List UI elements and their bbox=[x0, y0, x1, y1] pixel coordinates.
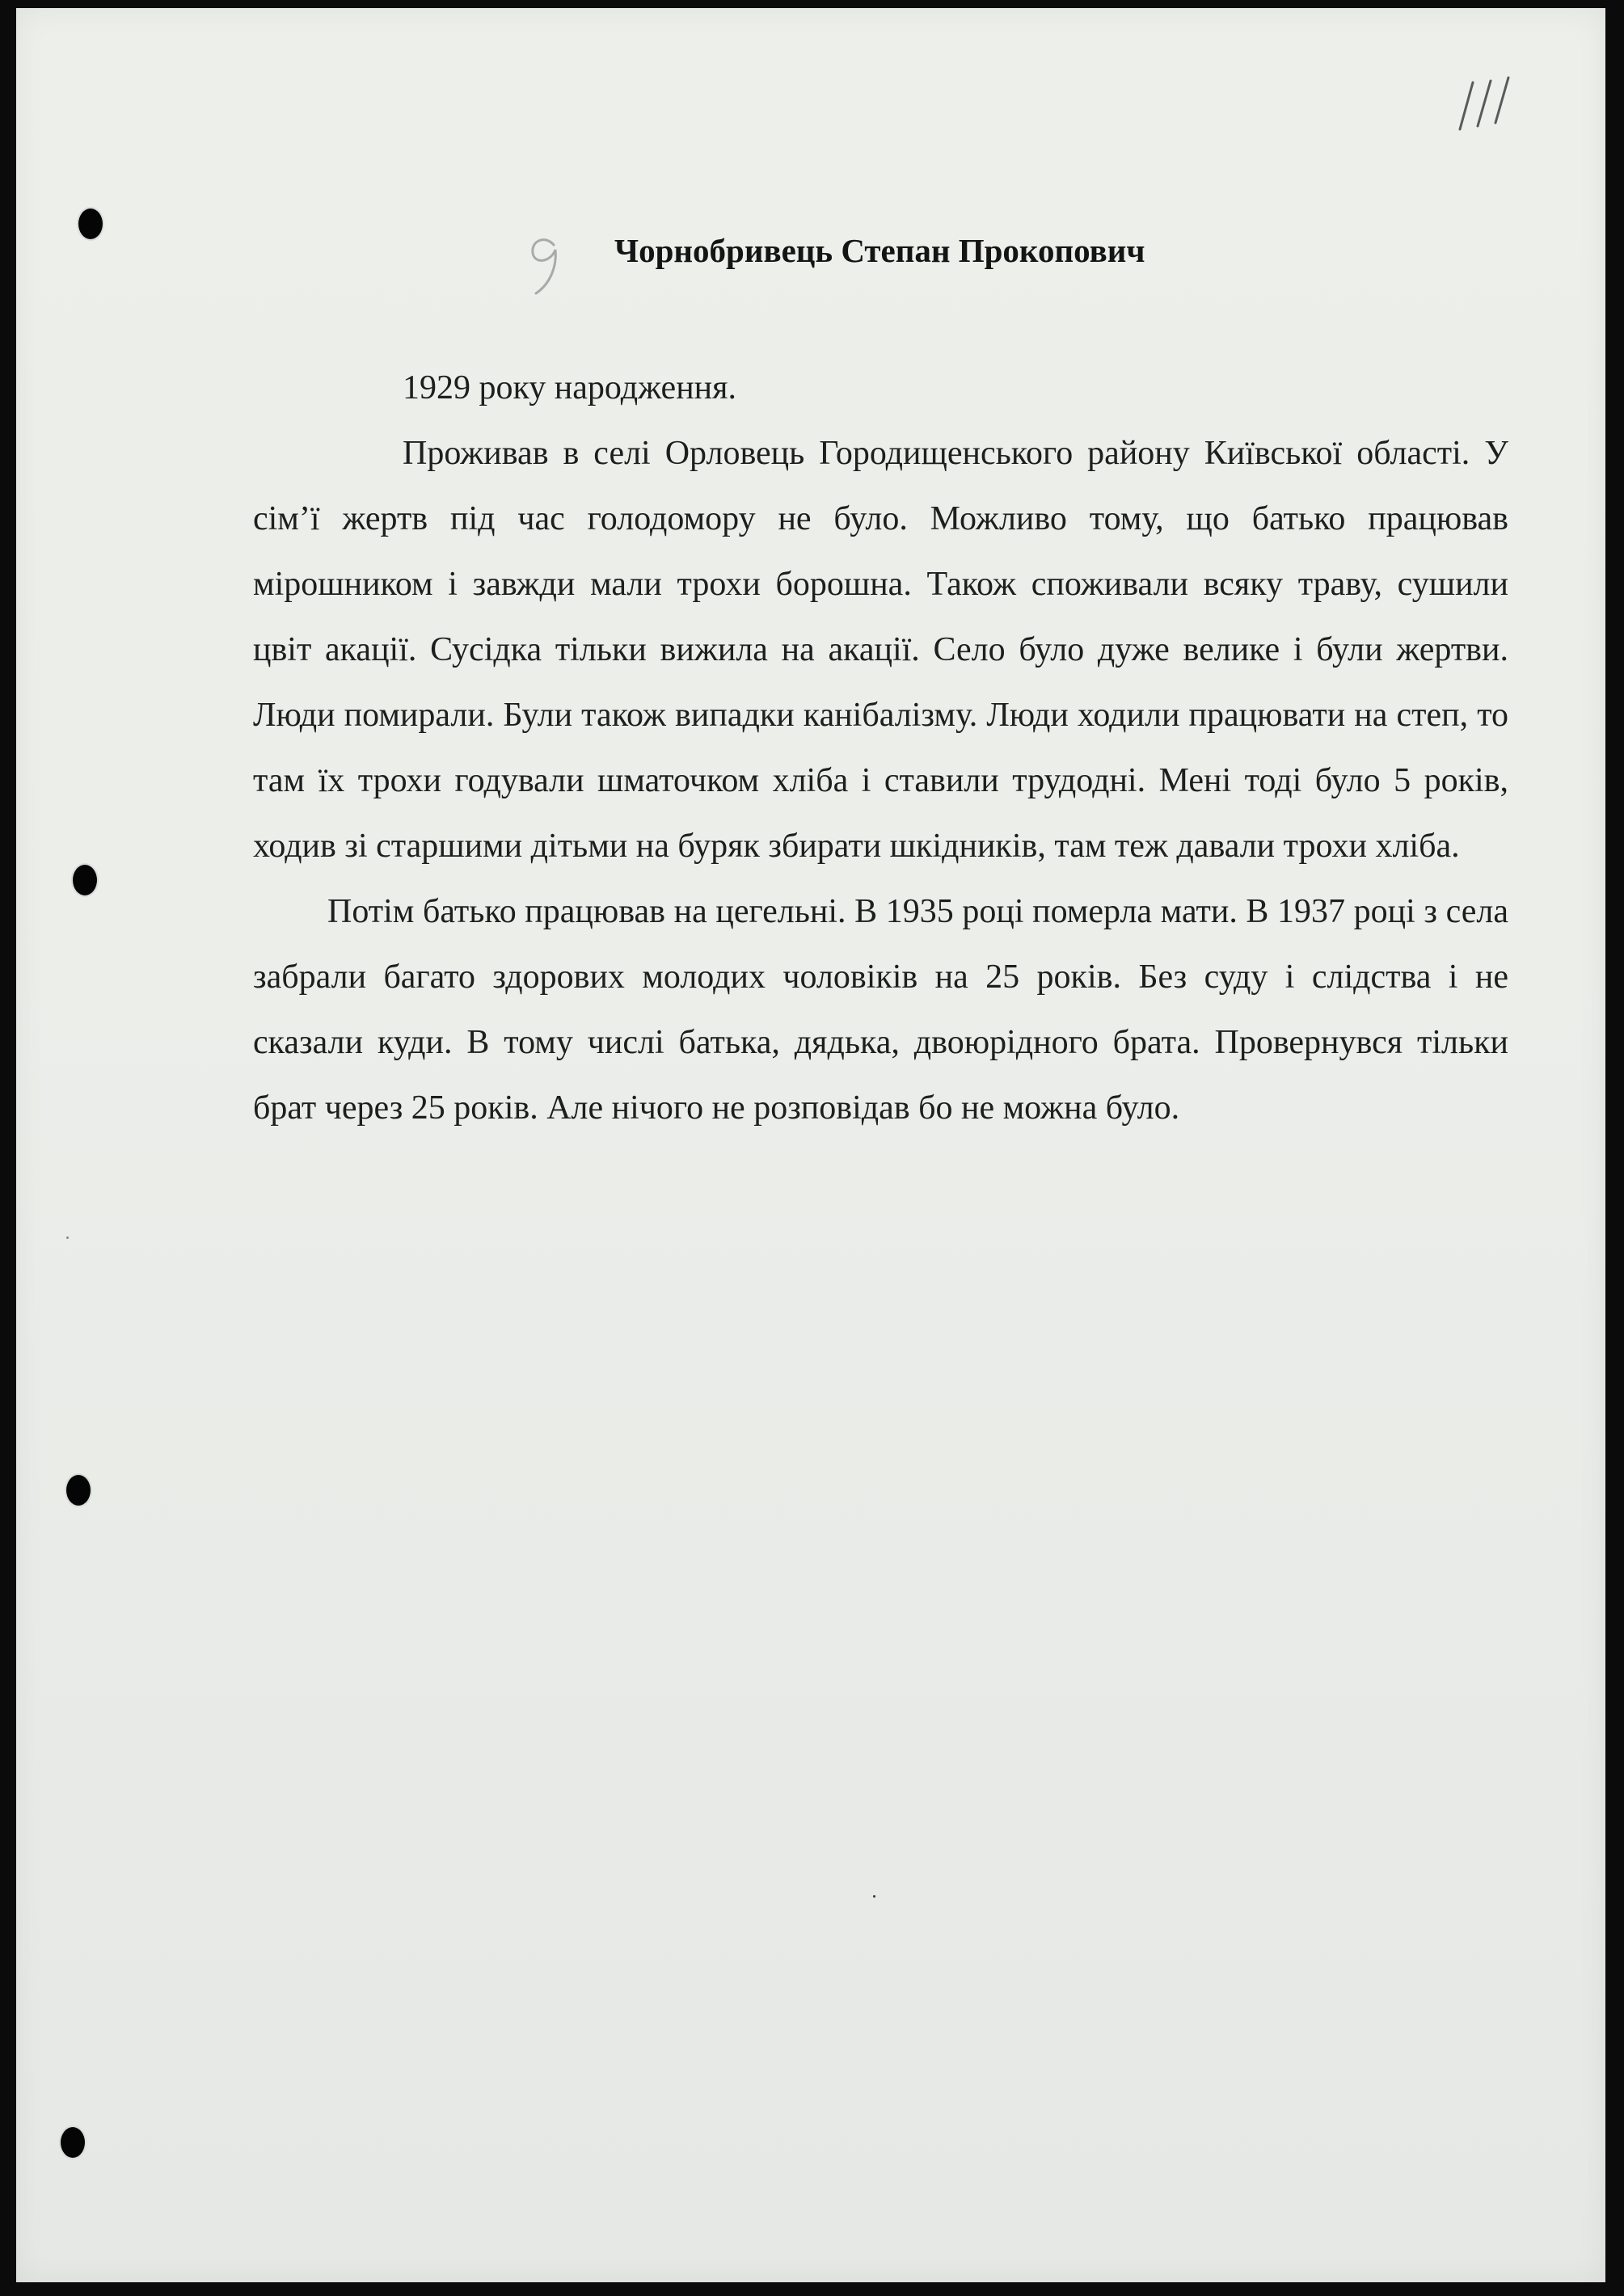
document-title: Чорнобривець Степан Прокопович bbox=[614, 232, 1145, 269]
document-page bbox=[16, 8, 1605, 2282]
document-body bbox=[253, 356, 1508, 1141]
paper-speck bbox=[66, 1236, 69, 1239]
punch-hole bbox=[61, 2127, 85, 2158]
handwritten-margin-mark bbox=[521, 230, 570, 299]
paragraph-famine-account: Проживав в селі Орловець Городищенського району Київської області. У сім’ї жертв під час голодомору не було. Можливо тому, що батько працював мірошником і завжди мали трохи борошна. Також споживали всяку траву, сушили цвіт акації. Сусідка тільки вижила на акації. Село було дуже велике і були жертви. Люди помирали. Були також випадки канібалізму. Люди ходили працювати на степ, то там їх трохи годували шматочком хліба і ставили трудодні. Мені тоді було 5 років, ходив зі старшими дітьми на буряк збирати шкідників, там теж давали трохи хліба. bbox=[253, 435, 1508, 865]
handwritten-page-number bbox=[1455, 73, 1520, 137]
punch-hole bbox=[66, 1475, 91, 1506]
paragraph-later-events: Потім батько працював на цегельні. В 1935 році померла мати. В 1937 році з села забрали багато здорових молодих чоловіків на 25 років. Без суду і слідства і не сказали куди. В тому числі батька, дядька, двоюрідного брата. Провернувся тільки брат через 25 років. Але нічого не розповідав бо не можна було. bbox=[253, 893, 1508, 1127]
paper-speck bbox=[873, 1895, 875, 1898]
punch-hole bbox=[73, 865, 97, 895]
punch-hole bbox=[78, 209, 103, 239]
paragraph-birth-year: 1929 року народження. bbox=[403, 369, 736, 407]
